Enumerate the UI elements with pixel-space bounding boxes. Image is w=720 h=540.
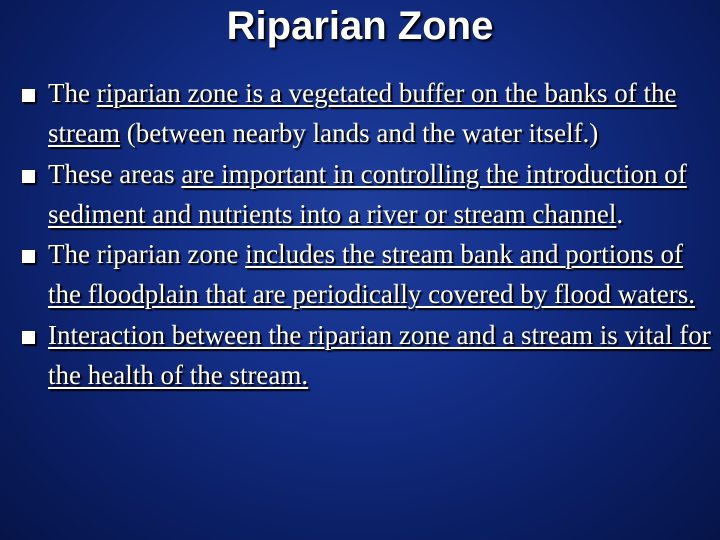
bullet-text: (between nearby lands and the water itself.) (119, 118, 599, 149)
bullet-list (22, 73, 712, 395)
underlined-text: riparian zone is a vegetated buffer on the banks of the stream (48, 78, 677, 149)
bullet-item (22, 315, 712, 396)
bullet-item (22, 154, 712, 235)
underlined-text: includes the stream bank and portions of the floodplain that are periodically covered by flood waters. (48, 239, 696, 310)
slide-title: Riparian Zone (226, 4, 494, 48)
square-bullet-icon (22, 170, 35, 183)
bullet-text: The (48, 78, 97, 108)
bullet-text: These areas (48, 158, 182, 189)
bullet-text: . (616, 198, 624, 229)
bullet-text: The riparian zone (48, 239, 246, 270)
underlined-text: Interaction between the riparian zone and a stream is vital for the health of the stream. (48, 319, 711, 391)
underlined-text: are important in controlling the introduction of sediment and nutrients into a river or stream channel (48, 158, 687, 229)
square-bullet-icon (22, 250, 35, 263)
bullet-item (22, 234, 712, 315)
square-bullet-icon (22, 89, 35, 102)
square-bullet-icon (22, 331, 35, 344)
bullet-item (22, 73, 712, 154)
